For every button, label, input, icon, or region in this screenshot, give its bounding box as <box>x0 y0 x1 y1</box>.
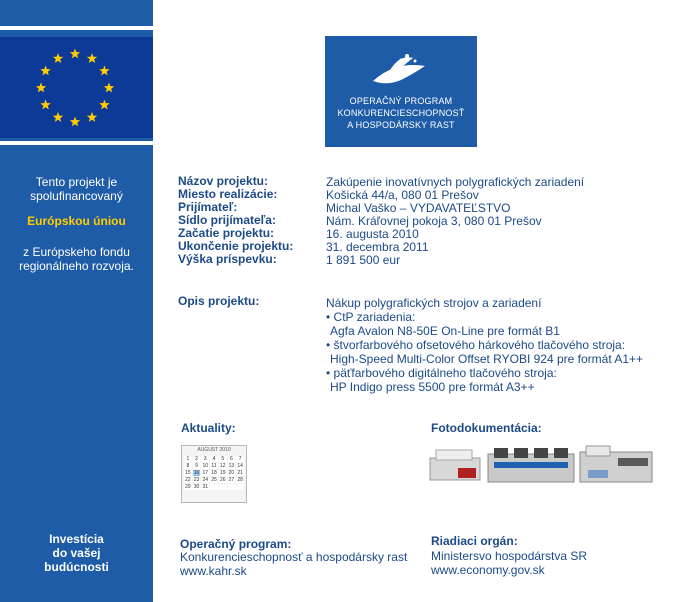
news-heading: Aktuality: <box>181 421 236 435</box>
calendar-day[interactable]: 10 <box>202 463 209 469</box>
calendar-day[interactable] <box>210 484 218 490</box>
calendar-day[interactable]: 21 <box>237 470 243 476</box>
description-line: Agfa Avalon N8-50E On-Line pre formát B1 <box>330 324 560 338</box>
authority-footer-heading: Riadiaci orgán: <box>431 534 518 548</box>
grant-amount-label: Výška príspevku: <box>178 252 277 266</box>
calendar-day[interactable]: 5 <box>219 456 227 462</box>
calendar-day[interactable]: 20 <box>228 470 235 476</box>
cofinanced-text: Tento projekt je spolufinancovaný <box>30 175 123 203</box>
op-footer-heading: Operačný program: <box>180 537 292 551</box>
project-name-label: Názov projektu: <box>178 174 269 188</box>
eu-star-icon <box>87 112 97 122</box>
project-name-value: Zakúpenie inovatívnych polygrafických zariadení <box>326 175 585 189</box>
photo-gallery[interactable] <box>428 440 656 490</box>
description-line: • CtP zariadenia: <box>326 310 416 324</box>
recipient-value: Michal Vaško – VYDAVATEĽSTVO <box>326 201 511 215</box>
project-end-label: Ukončenie projektu: <box>178 239 294 253</box>
calendar-day[interactable]: 15 <box>185 470 191 476</box>
op-logo-text: OPERAČNÝ PROGRAM KONKURENCIESCHOPNOSŤ A HOSPODÁRSKY RAST <box>337 96 465 130</box>
op-footer-link[interactable]: www.kahr.sk <box>180 564 247 578</box>
calendar-day[interactable]: 14 <box>237 463 243 469</box>
calendar-day[interactable]: 27 <box>228 477 235 483</box>
description-line: Nákup polygrafických strojov a zariadení <box>326 296 542 310</box>
project-start-label: Začatie projektu: <box>178 226 275 240</box>
calendar-day[interactable]: 22 <box>185 477 191 483</box>
recipient-address-label: Sídlo prijímateľa: <box>178 213 276 227</box>
project-location-label: Miesto realizácie: <box>178 187 278 201</box>
authority-footer-name: Ministersvo hospodárstva SR <box>431 549 588 563</box>
description-label: Opis projektu: <box>178 294 260 308</box>
news-calendar[interactable] <box>181 445 247 503</box>
calendar-day[interactable]: 8 <box>184 463 192 469</box>
calendar-day[interactable]: 30 <box>193 484 200 490</box>
sidebar-divider <box>0 141 153 145</box>
eu-star-icon <box>53 112 63 122</box>
op-bird-icon <box>325 36 477 96</box>
eu-star-icon <box>87 53 97 63</box>
calendar-day[interactable]: 7 <box>236 456 244 462</box>
calendar-day[interactable]: 13 <box>228 463 235 469</box>
calendar-day[interactable]: 28 <box>237 477 243 483</box>
description-line: High-Speed Multi-Color Offset RYOBI 924 pre formát A1++ <box>330 352 644 366</box>
calendar-grid <box>182 455 246 491</box>
recipient-label: Prijímateľ: <box>178 200 238 214</box>
eu-star-icon <box>99 100 110 110</box>
eu-star-icon <box>40 66 51 76</box>
calendar-day[interactable] <box>236 484 244 490</box>
recipient-address-value: Nám. Kráľovnej pokoja 3, 080 01 Prešov <box>326 214 542 228</box>
calendar-day[interactable]: 31 <box>202 484 209 490</box>
calendar-day[interactable]: 11 <box>211 463 217 469</box>
sidebar-divider <box>0 26 153 30</box>
description-line: • päťfarbového digitálneho tlačového stroja: <box>326 366 557 380</box>
project-start-value: 16. augusta 2010 <box>326 227 419 241</box>
eu-star-icon <box>70 49 80 59</box>
calendar-day[interactable]: 19 <box>219 470 226 476</box>
calendar-day[interactable]: 29 <box>185 484 191 490</box>
eu-star-icon <box>99 66 110 76</box>
project-end-value: 31. decembra 2011 <box>326 240 429 254</box>
printing-machines-image <box>428 440 656 490</box>
calendar-day[interactable]: 9 <box>193 463 201 469</box>
eu-star-icon <box>40 100 51 110</box>
calendar-day[interactable]: 23 <box>193 477 200 483</box>
grant-amount-value: 1 891 500 eur <box>326 253 401 267</box>
fund-text: z Európskeho fondu regionálneho rozvoja. <box>19 245 134 273</box>
calendar-day[interactable]: 2 <box>193 456 201 462</box>
calendar-day[interactable]: 18 <box>211 470 217 476</box>
calendar-day[interactable]: 12 <box>219 463 226 469</box>
calendar-day[interactable]: 26 <box>219 477 226 483</box>
calendar-day[interactable]: 1 <box>184 456 192 462</box>
description-line: HP Indigo press 5500 pre formát A3++ <box>330 380 535 394</box>
eu-star-icon <box>53 53 63 63</box>
project-location-value: Košická 44/a, 080 01 Prešov <box>326 188 479 202</box>
eu-flag <box>0 37 153 138</box>
description-line: • štvorfarbového ofsetového hárkového tlačového stroja: <box>326 338 626 352</box>
calendar-day[interactable]: 6 <box>228 456 236 462</box>
eu-star-icon <box>70 117 80 127</box>
authority-footer-link[interactable]: www.economy.gov.sk <box>431 563 545 577</box>
calendar-day[interactable] <box>219 484 227 490</box>
calendar-day[interactable]: 16 <box>193 470 200 476</box>
eu-highlight: Európskou úniou <box>27 214 126 228</box>
op-logo <box>325 36 477 147</box>
calendar-day[interactable]: 24 <box>202 477 209 483</box>
eu-star-icon <box>104 83 114 93</box>
eu-stars-icon <box>0 37 153 138</box>
calendar-day[interactable]: 25 <box>211 477 217 483</box>
calendar-day[interactable] <box>228 484 236 490</box>
calendar-header: AUGUST 2010 <box>197 447 231 453</box>
eu-star-icon <box>36 83 46 93</box>
calendar-day[interactable]: 17 <box>202 470 209 476</box>
investment-slogan: Investícia do vašej budúcnosti <box>44 532 109 574</box>
calendar-day[interactable]: 4 <box>210 456 218 462</box>
calendar-day[interactable]: 3 <box>201 456 209 462</box>
photos-heading: Fotodokumentácia: <box>431 421 542 435</box>
op-footer-name: Konkurencieschopnosť a hospodársky rast <box>180 550 408 564</box>
